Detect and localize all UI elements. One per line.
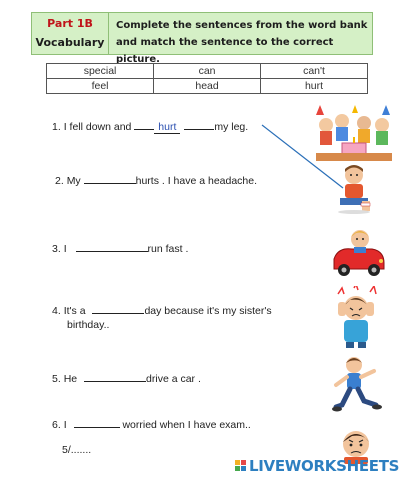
sentence-text-after: run fast . [147,243,189,255]
sentence-number: 3. [52,243,61,255]
word-bank-cell: can't [261,64,368,79]
sentence-text-after: hurts . I have a headache. [135,175,258,187]
sentence-number: 4. [52,305,61,317]
sentence-text-after: day because it's my sister's [144,305,272,317]
running-boy-picture[interactable] [332,355,384,415]
word-bank-cell: hurt [261,79,368,94]
sentence-text-after: worried when I have exam.. [119,419,251,431]
sentence-text-before: He [63,373,81,385]
liveworksheets-logo-icon [235,460,247,472]
sentence-text-before: My [66,175,84,187]
headache-boy-picture[interactable] [328,286,384,348]
sentence-number: 1. [52,121,61,133]
sentence-text-after: my leg. [214,121,249,133]
sentence-number: 6. [52,419,61,431]
footer-brand-text: LIVEWORKSHEETS [249,457,400,475]
sentence-number: 2. [55,175,64,187]
section-title: Vocabulary [35,36,105,49]
footer-brand [235,457,399,475]
sentence-text-before: I fell down and [63,121,135,133]
part-title: Part 1B [47,17,93,30]
sentence-text-before: I [63,243,70,255]
hurt-leg-boy-picture[interactable] [334,163,374,215]
word-bank-cell: feel [47,79,154,94]
word-bank-cell: can [154,64,261,79]
sentence-text-before: I [63,419,70,431]
sentence-4-line-2: birthday.. [67,319,110,331]
sentence-number: 5. [52,373,61,385]
score-text: 5/....... [62,444,92,456]
toy-car-boy-picture[interactable] [328,225,388,279]
answer-input-1[interactable]: hurt [154,121,180,134]
sentence-text-before: It's a [63,305,89,317]
word-bank-cell: head [154,79,261,94]
word-bank-cell: special [47,64,154,79]
instruction-line-2: and match the sentence to the correct picture. [116,37,334,65]
birthday-party-picture[interactable] [312,105,396,163]
sentence-text-after: drive a car . [146,373,201,385]
instruction-line-1: Complete the sentences from the word bank [116,20,368,31]
